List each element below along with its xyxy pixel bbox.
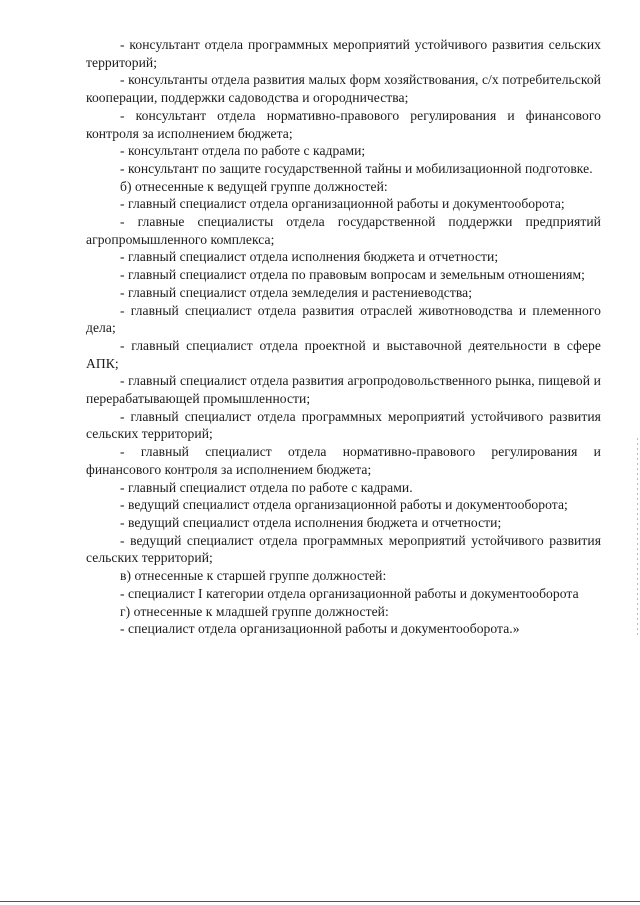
paragraph: - главный специалист отдела по работе с кадрами. xyxy=(120,479,413,495)
paragraph: - главный специалист отдела исполнения бюджета и отчетности; xyxy=(120,249,499,265)
paragraph: - специалист отдела организационной работы и документооборота.» xyxy=(120,621,520,637)
paragraph: - главный специалист отдела развития отраслей животноводства и племенного дела; xyxy=(86,302,601,336)
paragraph: - главный специалист отдела развития агропродовольственного рынка, пищевой и перерабатывающей промышленности; xyxy=(86,373,601,407)
paragraph: - ведущий специалист отдела программных мероприятий устойчивого развития сельских территорий; xyxy=(86,532,601,566)
paragraph: - главные специалисты отдела государственной поддержки предприятий агропромышленного комплекса; xyxy=(86,214,601,247)
paragraph: - главный специалист отдела земледелия и растениеводства; xyxy=(120,284,473,300)
paragraph: - консультант отдела по работе с кадрами; xyxy=(120,143,366,159)
paragraph: - специалист I категории отдела организационной работы и документооборота xyxy=(120,585,579,601)
paragraph: - консультант по защите государственной тайны и мобилизационной подготовке. xyxy=(120,160,593,176)
group-heading: б) отнесенные к ведущей группе должностей: xyxy=(120,178,388,194)
scan-bottom-line xyxy=(0,901,640,902)
document-body xyxy=(86,36,601,638)
paragraph: - главный специалист отдела по правовым вопросам и земельным отношениям; xyxy=(120,267,585,283)
paragraph: - главный специалист отдела нормативно-правового регулирования и финансового контроля за исполнением бюджета; xyxy=(86,444,601,477)
group-heading: в) отнесенные к старшей группе должностей: xyxy=(120,568,387,584)
scan-edge-line xyxy=(637,438,638,638)
paragraph: - консультанты отдела развития малых форм хозяйствования, с/х потребительской кооперации, поддержки садоводства и огородничества; xyxy=(86,72,601,106)
paragraph: - главный специалист отдела организационной работы и документооборота; xyxy=(120,196,565,212)
paragraph: - консультант отдела программных мероприятий устойчивого развития сельских территорий; xyxy=(86,37,601,70)
group-heading: г) отнесенные к младшей группе должностей: xyxy=(120,603,389,619)
paragraph: - ведущий специалист отдела организационной работы и документооборота; xyxy=(120,497,568,513)
paragraph: - главный специалист отдела программных мероприятий устойчивого развития сельских территорий; xyxy=(86,408,601,442)
paragraph: - главный специалист отдела проектной и выставочной деятельности в сфере АПК; xyxy=(86,337,601,371)
paragraph: - ведущий специалист отдела исполнения бюджета и отчетности; xyxy=(120,514,502,530)
paragraph: - консультант отдела нормативно-правового регулирования и финансового контроля за исполнением бюджета; xyxy=(86,107,601,141)
